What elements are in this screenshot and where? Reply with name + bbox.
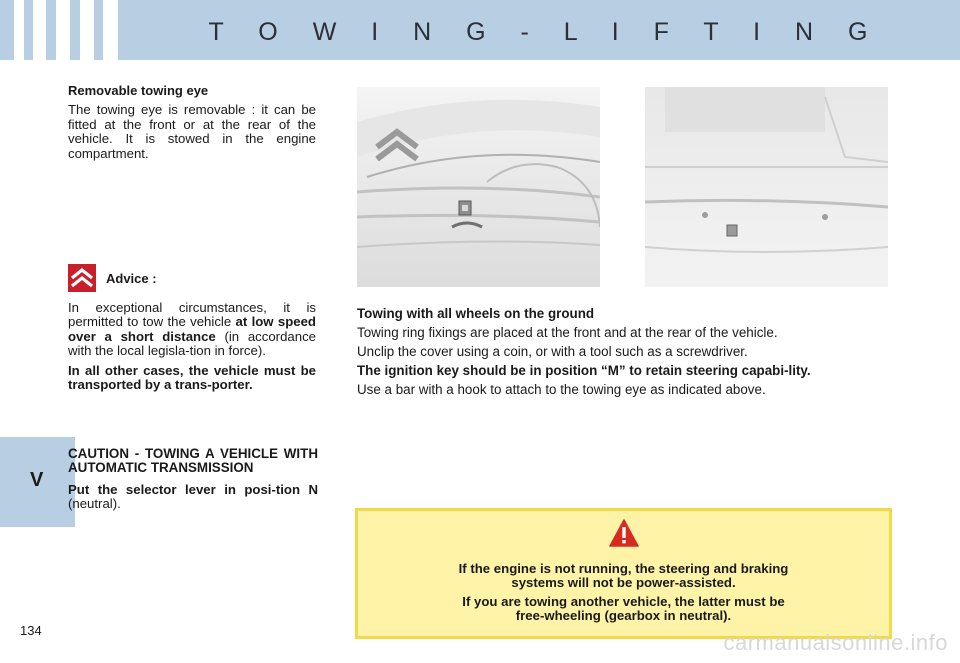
warning-triangle-icon bbox=[609, 519, 639, 547]
caution-section bbox=[68, 447, 318, 512]
advice-text-end: (in accordance with the local legisla-tion in force). bbox=[68, 328, 316, 359]
warning-line-free-wheeling: If you are towing another vehicle, the latter must be free-wheeling (gearbox in neutral). bbox=[462, 594, 785, 623]
caution-emphasis: Put the selector lever in posi-tion N bbox=[68, 482, 318, 497]
page-header bbox=[0, 0, 960, 60]
advice-section bbox=[68, 263, 316, 397]
towing-bar-text: Use a bar with a hook to attach to the towing eye as indicated above. bbox=[357, 382, 766, 397]
advice-text: In exceptional circumstances, it is permitted to tow the vehicle bbox=[68, 300, 316, 330]
removable-towing-eye-heading: Removable towing eye bbox=[68, 83, 209, 98]
front-towing-point-image bbox=[357, 87, 600, 287]
header-stripe bbox=[33, 0, 46, 60]
towing-heading: Towing with all wheels on the ground bbox=[357, 306, 595, 321]
caution-paragraph bbox=[68, 483, 318, 512]
header-stripe bbox=[80, 0, 94, 60]
header-stripe bbox=[14, 0, 24, 60]
advice-label: Advice : bbox=[106, 270, 157, 286]
chapter-tab bbox=[0, 437, 75, 527]
towing-cover-text: Unclip the cover using a coin, or with a tool such as a screwdriver. bbox=[357, 344, 748, 359]
watermark: carmanualsonline.info bbox=[723, 630, 948, 655]
ignition-key-note: The ignition key should be in position “M” to retain steering capabi-lity. bbox=[357, 363, 811, 378]
advice-emphasis: at low speed over a short distance bbox=[68, 314, 316, 344]
warning-line-power-assist: If the engine is not running, the steering and braking systems will not be power-assisted. bbox=[458, 561, 789, 590]
warning-box bbox=[355, 508, 892, 639]
caution-heading: CAUTION - TOWING A VEHICLE WITH AUTOMATIC TRANSMISSION bbox=[68, 446, 318, 475]
header-stripe bbox=[103, 0, 118, 60]
removable-towing-eye-text: The towing eye is removable : it can be fitted at the front or at the rear of the vehicle. It is stowed in the engine compartment. bbox=[68, 102, 316, 161]
advice-transport-note: In all other cases, the vehicle must be transported by a trans-porter. bbox=[68, 362, 316, 393]
towing-fixings-text: Towing ring fixings are placed at the front and at the rear of the vehicle. bbox=[357, 325, 778, 340]
caution-text-end: (neutral). bbox=[68, 496, 121, 512]
removable-towing-eye-section bbox=[68, 84, 316, 166]
towing-all-wheels-section bbox=[357, 306, 897, 401]
rear-towing-point-image bbox=[645, 87, 888, 287]
chevron-logo-icon bbox=[68, 264, 96, 292]
header-stripe bbox=[56, 0, 70, 60]
chapter-letter: V bbox=[30, 469, 44, 491]
page-number: 134 bbox=[20, 623, 42, 638]
advice-paragraph bbox=[68, 301, 316, 359]
page-title: T O W I N G - L I F T I N G bbox=[208, 18, 882, 46]
